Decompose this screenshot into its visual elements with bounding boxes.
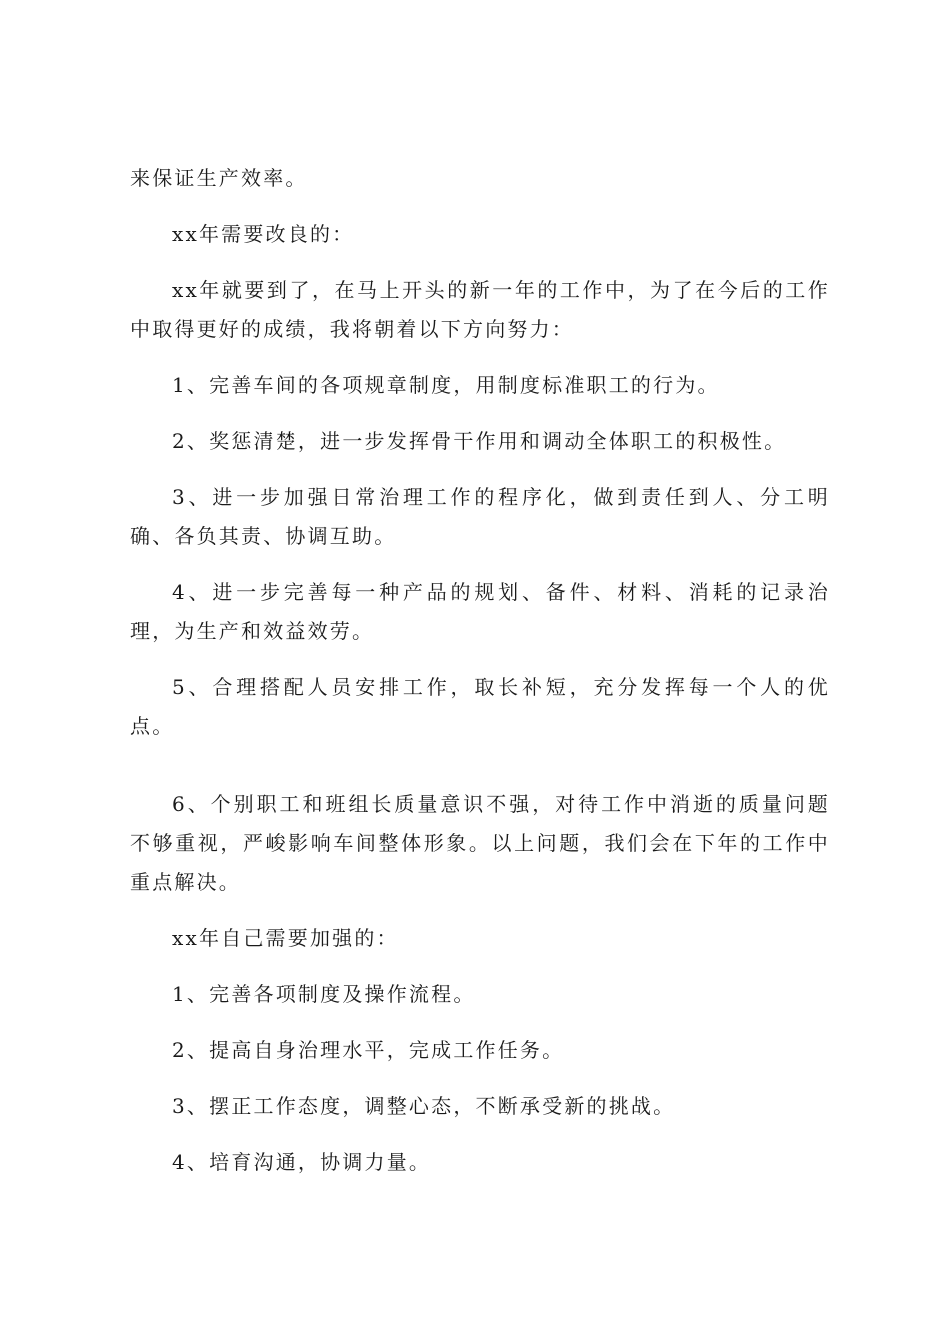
document-body [130, 159, 830, 1199]
paragraph-intro: xx年就要到了，在马上开头的新一年的工作中，为了在今后的工作中取得更好的成绩，我将朝着以下方向努力： [130, 278, 830, 341]
list-item-improve-2: 2、奖惩清楚，进一步发挥骨干作用和调动全体职工的积极性。 [172, 429, 787, 453]
list-item-self-3: 3、摆正工作态度，调整心态，不断承受新的挑战。 [172, 1094, 676, 1118]
paragraph-continuation: 来保证生产效率。 [130, 166, 308, 190]
list-item-improve-3: 3、进一步加强日常治理工作的程序化，做到责任到人、分工明确、各负其责、协调互助。 [130, 485, 830, 548]
heading-self-strengthen: xx年自己需要加强的： [172, 926, 399, 950]
list-item-self-1: 1、完善各项制度及操作流程。 [172, 982, 476, 1006]
list-item-improve-1: 1、完善车间的各项规章制度，用制度标准职工的行为。 [172, 373, 720, 397]
list-item-self-4: 4、培育沟通，协调力量。 [172, 1150, 432, 1174]
list-item-self-2: 2、提高自身治理水平，完成工作任务。 [172, 1038, 565, 1062]
list-item-improve-6: 6、个别职工和班组长质量意识不强，对待工作中消逝的质量问题不够重视，严峻影响车间整体形象。以上问题，我们会在下年的工作中重点解决。 [130, 792, 830, 894]
list-item-improve-4: 4、进一步完善每一种产品的规划、备件、材料、消耗的记录治理，为生产和效益效劳。 [130, 580, 830, 643]
heading-improvements: xx年需要改良的： [172, 222, 355, 246]
list-item-improve-5: 5、合理搭配人员安排工作，取长补短，充分发挥每一个人的优点。 [130, 675, 830, 738]
